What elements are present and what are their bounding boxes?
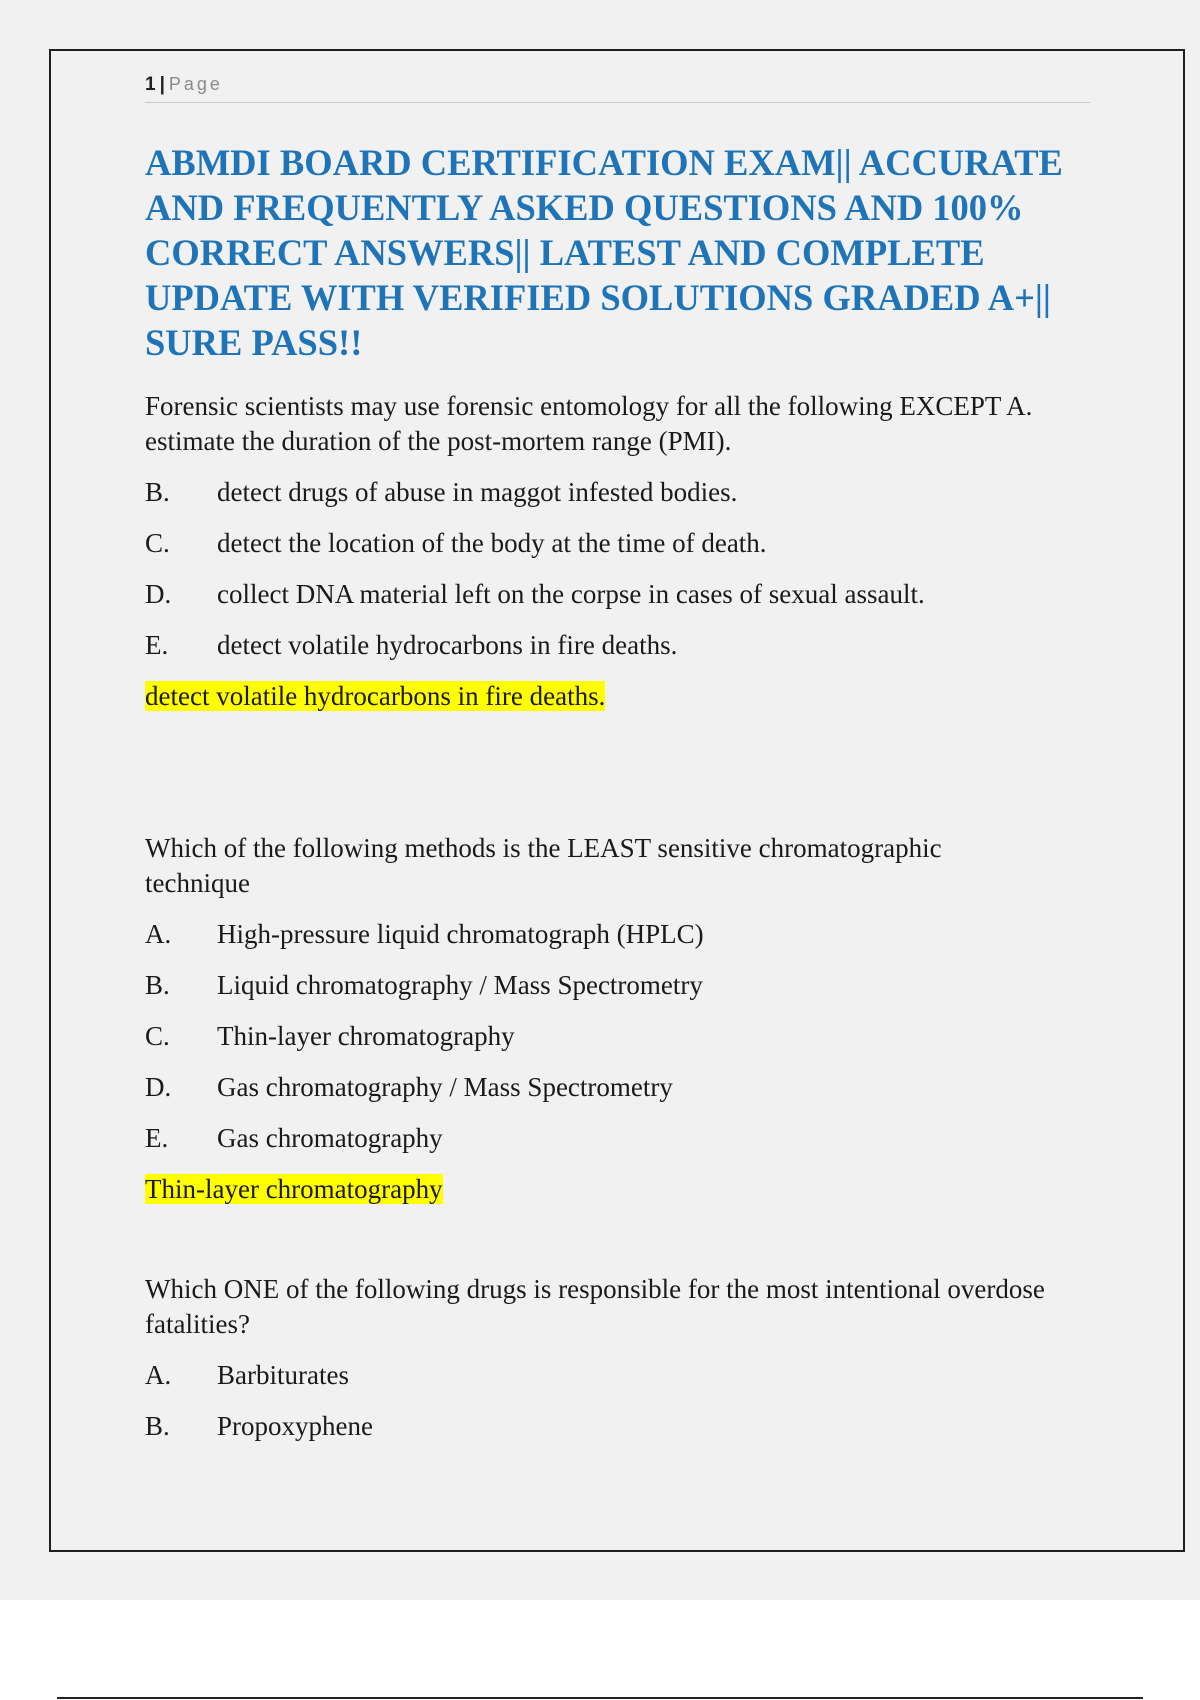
option-row — [145, 1409, 1090, 1444]
option-text: detect volatile hydrocarbons in fire deaths. — [217, 630, 678, 660]
option-text: Propoxyphene — [217, 1411, 373, 1441]
option-text: collect DNA material left on the corpse in cases of sexual assault. — [217, 579, 925, 609]
question-block — [145, 1272, 1090, 1444]
option-row — [145, 917, 1090, 952]
option-letter: B. — [145, 970, 170, 1000]
option-text: Barbiturates — [217, 1360, 349, 1390]
page-label: Page — [168, 74, 223, 94]
option-row — [145, 1121, 1090, 1156]
document-body — [145, 140, 1090, 1444]
question-text: Which of the following methods is the LEAST sensitive chromatographic technique — [145, 833, 942, 898]
answer-highlight — [145, 679, 1090, 714]
answer-highlight — [145, 1172, 1090, 1207]
option-row — [145, 526, 1090, 561]
page-header — [145, 74, 1090, 103]
question-text: Forensic scientists may use forensic entomology for all the following EXCEPT A. estimate the duration of the post-mortem range (PMI). — [145, 391, 1033, 456]
option-letter: D. — [145, 579, 172, 609]
option-row — [145, 968, 1090, 1003]
option-row — [145, 628, 1090, 663]
option-letter: D. — [145, 1072, 172, 1102]
option-text: Gas chromatography / Mass Spectrometry — [217, 1072, 673, 1102]
question-text: Which ONE of the following drugs is responsible for the most intentional overdose fatalities? — [145, 1274, 1045, 1339]
option-row — [145, 1358, 1090, 1393]
document-title: ABMDI BOARD CERTIFICATION EXAM|| ACCURATE AND FREQUENTLY ASKED QUESTIONS AND 100% CORRECT ANSWERS|| LATEST AND COMPLETE UPDATE WITH VERIFIED SOLUTIONS GRADED A+|| SURE PASS!! — [145, 142, 1063, 363]
option-letter: B. — [145, 1411, 170, 1441]
option-letter: E. — [145, 630, 169, 660]
option-row — [145, 577, 1090, 612]
page-number: 1 — [145, 74, 156, 95]
option-text: detect the location of the body at the time of death. — [217, 528, 767, 558]
question-block — [145, 389, 1090, 714]
option-text: Gas chromatography — [217, 1123, 443, 1153]
option-row — [145, 1019, 1090, 1054]
next-page-edge — [57, 1697, 1143, 1699]
option-letter: A. — [145, 919, 172, 949]
option-text: Liquid chromatography / Mass Spectrometry — [217, 970, 703, 1000]
option-letter: A. — [145, 1360, 172, 1390]
option-letter: B. — [145, 477, 170, 507]
answer-text: Thin-layer chromatography — [145, 1174, 443, 1204]
option-text: detect drugs of abuse in maggot infested bodies. — [217, 477, 738, 507]
header-separator: | — [159, 74, 165, 95]
option-row — [145, 475, 1090, 510]
option-text: Thin-layer chromatography — [217, 1021, 515, 1051]
question-block — [145, 831, 1090, 1207]
option-text: High-pressure liquid chromatograph (HPLC) — [217, 919, 704, 949]
answer-text: detect volatile hydrocarbons in fire deaths. — [145, 681, 606, 711]
option-letter: C. — [145, 1021, 170, 1051]
option-row — [145, 1070, 1090, 1105]
option-letter: C. — [145, 528, 170, 558]
option-letter: E. — [145, 1123, 169, 1153]
